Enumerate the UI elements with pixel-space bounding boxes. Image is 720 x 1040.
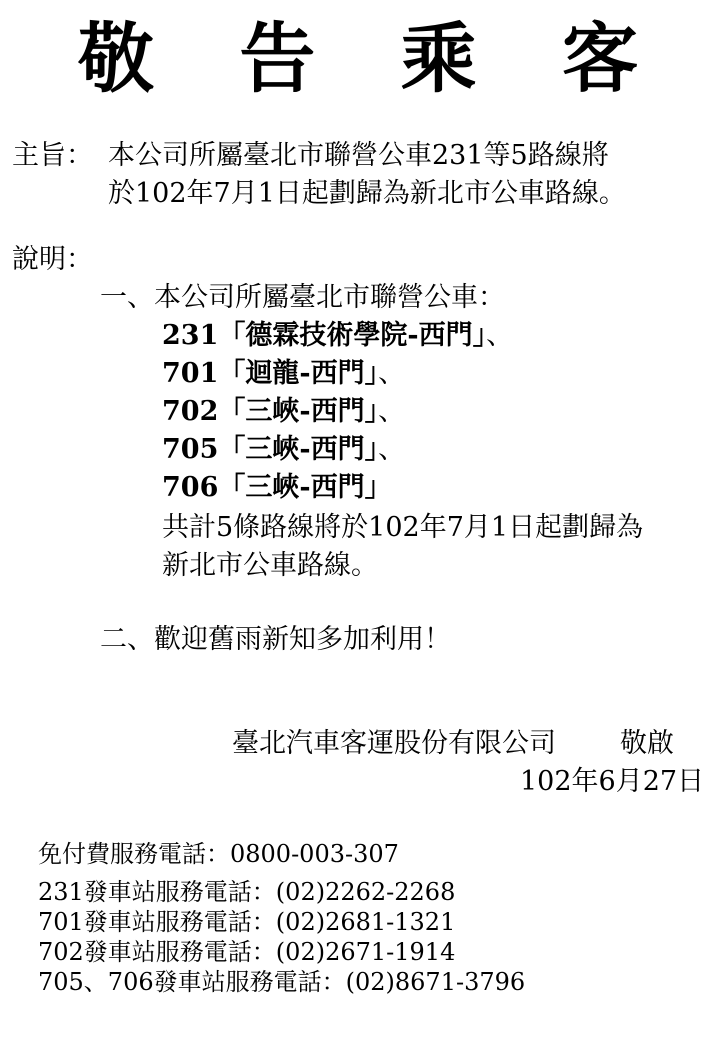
signature-closing: 敬啟	[620, 728, 674, 759]
route-suffix: 、	[486, 320, 514, 351]
subject-line-1: 本公司所屬臺北市聯營公車231等5路線將	[108, 140, 609, 171]
phone-231: 231發車站服務電話：(02)2262-2268	[38, 878, 456, 906]
route-name: 「三峽-西門」	[218, 396, 379, 427]
item-2: 二、歡迎舊雨新知多加利用！	[100, 624, 451, 655]
route-702	[162, 398, 405, 425]
route-706	[162, 474, 392, 501]
route-suffix: 、	[378, 396, 406, 427]
route-name: 「德霖技術學院-西門」	[218, 320, 487, 351]
route-name: 「迴龍-西門」	[218, 358, 379, 389]
title-char: 敬	[78, 14, 154, 103]
route-number: 231	[162, 320, 219, 351]
phone-705-706: 705、706發車站服務電話：(02)8671-3796	[38, 968, 526, 996]
route-705	[162, 436, 405, 463]
route-number: 702	[162, 396, 219, 427]
phone-toll-free: 免付費服務電話：0800-003-307	[38, 840, 399, 868]
route-suffix: 、	[378, 434, 406, 465]
item-1-tail-line-2: 新北市公車路線。	[162, 550, 378, 581]
notice-title	[78, 14, 638, 104]
explanation-label: 說明：	[12, 244, 93, 275]
route-701	[162, 360, 405, 387]
title-char: 告	[239, 14, 316, 103]
item-1-intro: 一、本公司所屬臺北市聯營公車：	[100, 282, 505, 313]
phone-702: 702發車站服務電話：(02)2671-1914	[38, 938, 456, 966]
item-1-tail-line-1: 共計5條路線將於102年7月1日起劃歸為	[162, 512, 644, 543]
phone-701: 701發車站服務電話：(02)2681-1321	[38, 908, 456, 936]
route-suffix: 、	[378, 358, 406, 389]
route-name: 「三峽-西門」	[218, 472, 392, 503]
route-name: 「三峽-西門」	[218, 434, 379, 465]
subject-line-2: 於102年7月1日起劃歸為新北市公車路線。	[108, 178, 626, 209]
signature-company: 臺北汽車客運股份有限公司	[232, 728, 556, 759]
route-231	[162, 322, 513, 349]
title-char: 乘	[400, 14, 477, 103]
route-number: 701	[162, 358, 219, 389]
route-number: 706	[162, 472, 219, 503]
title-char: 客	[561, 14, 638, 103]
signature-date: 102年6月27日	[520, 766, 705, 797]
subject-label: 主旨：	[12, 140, 93, 171]
route-number: 705	[162, 434, 219, 465]
